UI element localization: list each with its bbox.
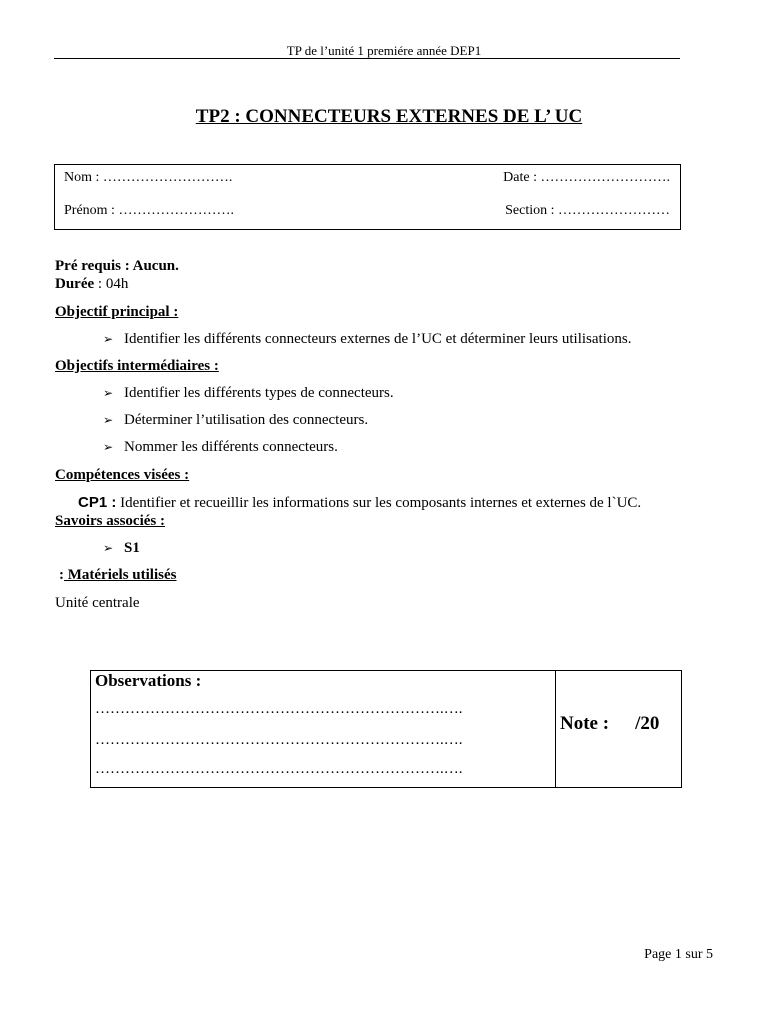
- arrowhead-bullet-icon: ➢: [103, 440, 114, 454]
- competences-heading: Compétences visées :: [55, 467, 190, 483]
- prenom-field[interactable]: Prénom : …………………….: [64, 203, 234, 218]
- observation-line[interactable]: …………………………………………………………….….: [95, 761, 463, 777]
- list-item: [103, 412, 368, 429]
- observations-table: [90, 670, 682, 788]
- materiels-prefix: :: [59, 567, 64, 583]
- observation-line[interactable]: …………………………………………………………….….: [95, 701, 463, 717]
- competence-cp1: [78, 494, 641, 512]
- list-item-text: Identifier les différents connecteurs externes de l’UC et déterminer leurs utilisations.: [124, 331, 632, 347]
- competence-code: CP1 :: [78, 494, 117, 511]
- materiels-value: Unité centrale: [55, 595, 140, 611]
- arrowhead-bullet-icon: ➢: [103, 386, 114, 400]
- duree-value: : 04h: [94, 276, 129, 292]
- list-item-text: Identifier les différents types de connecteurs.: [124, 385, 394, 401]
- materiels-title: Matériels utilisés: [64, 567, 177, 583]
- list-item: [103, 385, 394, 402]
- list-item: [103, 439, 338, 456]
- arrowhead-bullet-icon: ➢: [103, 413, 114, 427]
- arrowhead-bullet-icon: ➢: [103, 541, 114, 555]
- page-header: TP de l’unité 1 premiére année DEP1: [286, 43, 482, 58]
- list-item: [103, 331, 631, 348]
- duree: [55, 276, 128, 293]
- page-number: Page 1 sur 5: [644, 947, 713, 962]
- date-field[interactable]: Date : ……………………….: [503, 170, 670, 185]
- header-rule: [54, 58, 680, 59]
- list-item: [103, 540, 140, 557]
- competence-text: Identifier et recueillir les informations sur les composants internes et externes de l`UC.: [116, 495, 642, 511]
- savoirs-heading: Savoirs associés :: [55, 513, 165, 529]
- note-label: Note :: [560, 713, 610, 734]
- note-cell: [560, 713, 659, 735]
- list-item-text: Déterminer l’utilisation des connecteurs.: [124, 412, 369, 428]
- nom-field[interactable]: Nom : ……………………….: [64, 170, 233, 185]
- list-item-text: S1: [124, 540, 140, 556]
- section-field[interactable]: Section : ……………………: [505, 203, 670, 218]
- objectifs-intermediaires-heading: Objectifs intermédiaires :: [55, 358, 219, 374]
- observations-cell: [91, 671, 556, 787]
- materiels-heading: [59, 567, 176, 584]
- objectif-principal-heading: Objectif principal :: [55, 304, 179, 320]
- document-title: TP2 : CONNECTEURS EXTERNES DE L’ UC: [195, 106, 583, 127]
- observations-title: Observations :: [95, 671, 202, 690]
- observation-line[interactable]: …………………………………………………………….….: [95, 732, 463, 748]
- prerequis: Pré requis : Aucun.: [55, 258, 179, 274]
- student-info-box: [54, 164, 681, 230]
- arrowhead-bullet-icon: ➢: [103, 332, 114, 346]
- list-item-text: Nommer les différents connecteurs.: [124, 439, 338, 455]
- duree-label: Durée: [55, 276, 95, 292]
- note-denominator: /20: [635, 713, 660, 734]
